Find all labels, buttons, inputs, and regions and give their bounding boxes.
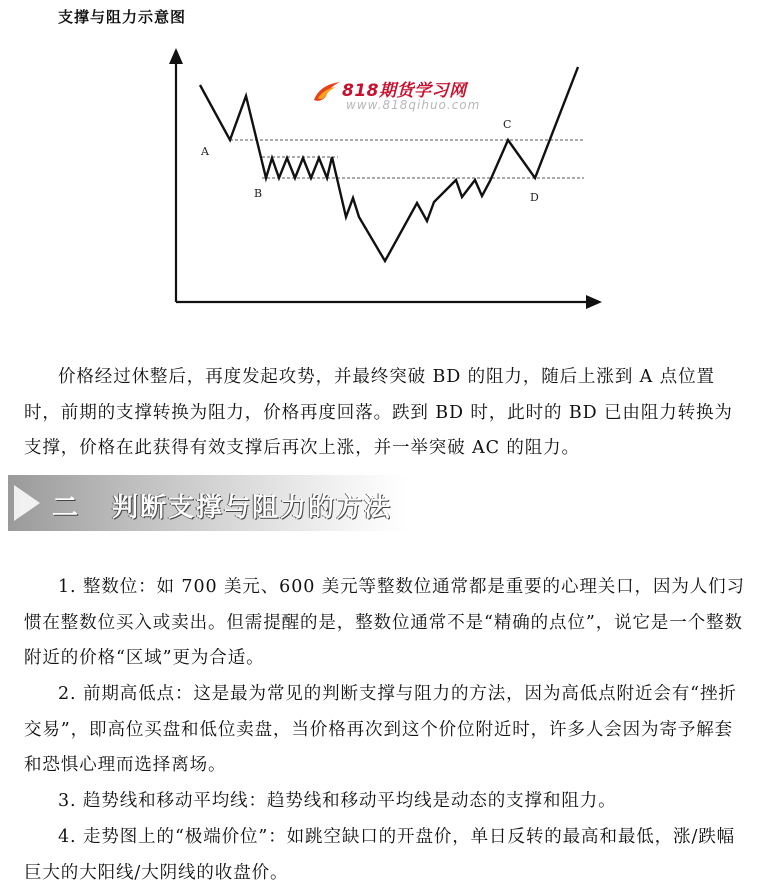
watermark-logo — [312, 76, 502, 116]
method-item-4: 4. 走势图上的“极端价位”：如跳空缺口的开盘价，单日反转的最高和最低，涨/跌幅巨大的大阳线/大阴线的收盘价。 — [24, 827, 736, 883]
support-resistance-diagram — [0, 0, 758, 340]
figure-title: 支撑与阻力示意图 — [58, 8, 187, 26]
method-item-3: 3. 趋势线和移动平均线：趋势线和移动平均线是动态的支撑和阻力。 — [58, 791, 617, 811]
section-heading-banner — [8, 475, 408, 531]
intro-paragraph: 价格经过休整后，再度发起攻势，并最终突破 BD 的阻力，随后上涨到 A 点位置时，前期的支撑转换为阻力，价格再度回落。跌到 BD 时，此时的 BD 已由阻力转换为支撑，价格在此获得有效支撑后再次上涨，并一举突破 AC 的阻力。 — [24, 367, 733, 458]
point-label-d: D — [530, 191, 539, 204]
y-axis-arrow — [169, 48, 183, 64]
x-axis-arrow — [586, 295, 602, 309]
banner-arrow-icon — [14, 485, 40, 521]
section-number: 二 — [52, 493, 79, 523]
watermark-url: www.818qihuo.com — [346, 98, 481, 112]
flame-logo-icon — [312, 78, 342, 104]
point-label-a: A — [201, 145, 209, 158]
section-title: 判断支撑与阻力的方法 — [112, 493, 393, 523]
point-label-b: B — [254, 187, 263, 200]
point-label-c: C — [503, 118, 512, 131]
method-item-2: 2. 前期高低点：这是最为常见的判断支撑与阻力的方法，因为高低点附近会有“挫折交易”，即高位买盘和低位卖盘，当价格再次到这个价位附近时，许多人会因为寄予解套和恐惧心理而选择离场。 — [24, 684, 737, 775]
watermark-brand: 818期货学习网 — [342, 81, 467, 101]
method-item-1: 1. 整数位：如 700 美元、600 美元等整数位通常都是重要的心理关口，因为人们习惯在整数位买入或卖出。但需提醒的是，整数位通常不是“精确的点位”，说它是一个整数附近的价格“区域”更为合适。 — [24, 577, 745, 668]
